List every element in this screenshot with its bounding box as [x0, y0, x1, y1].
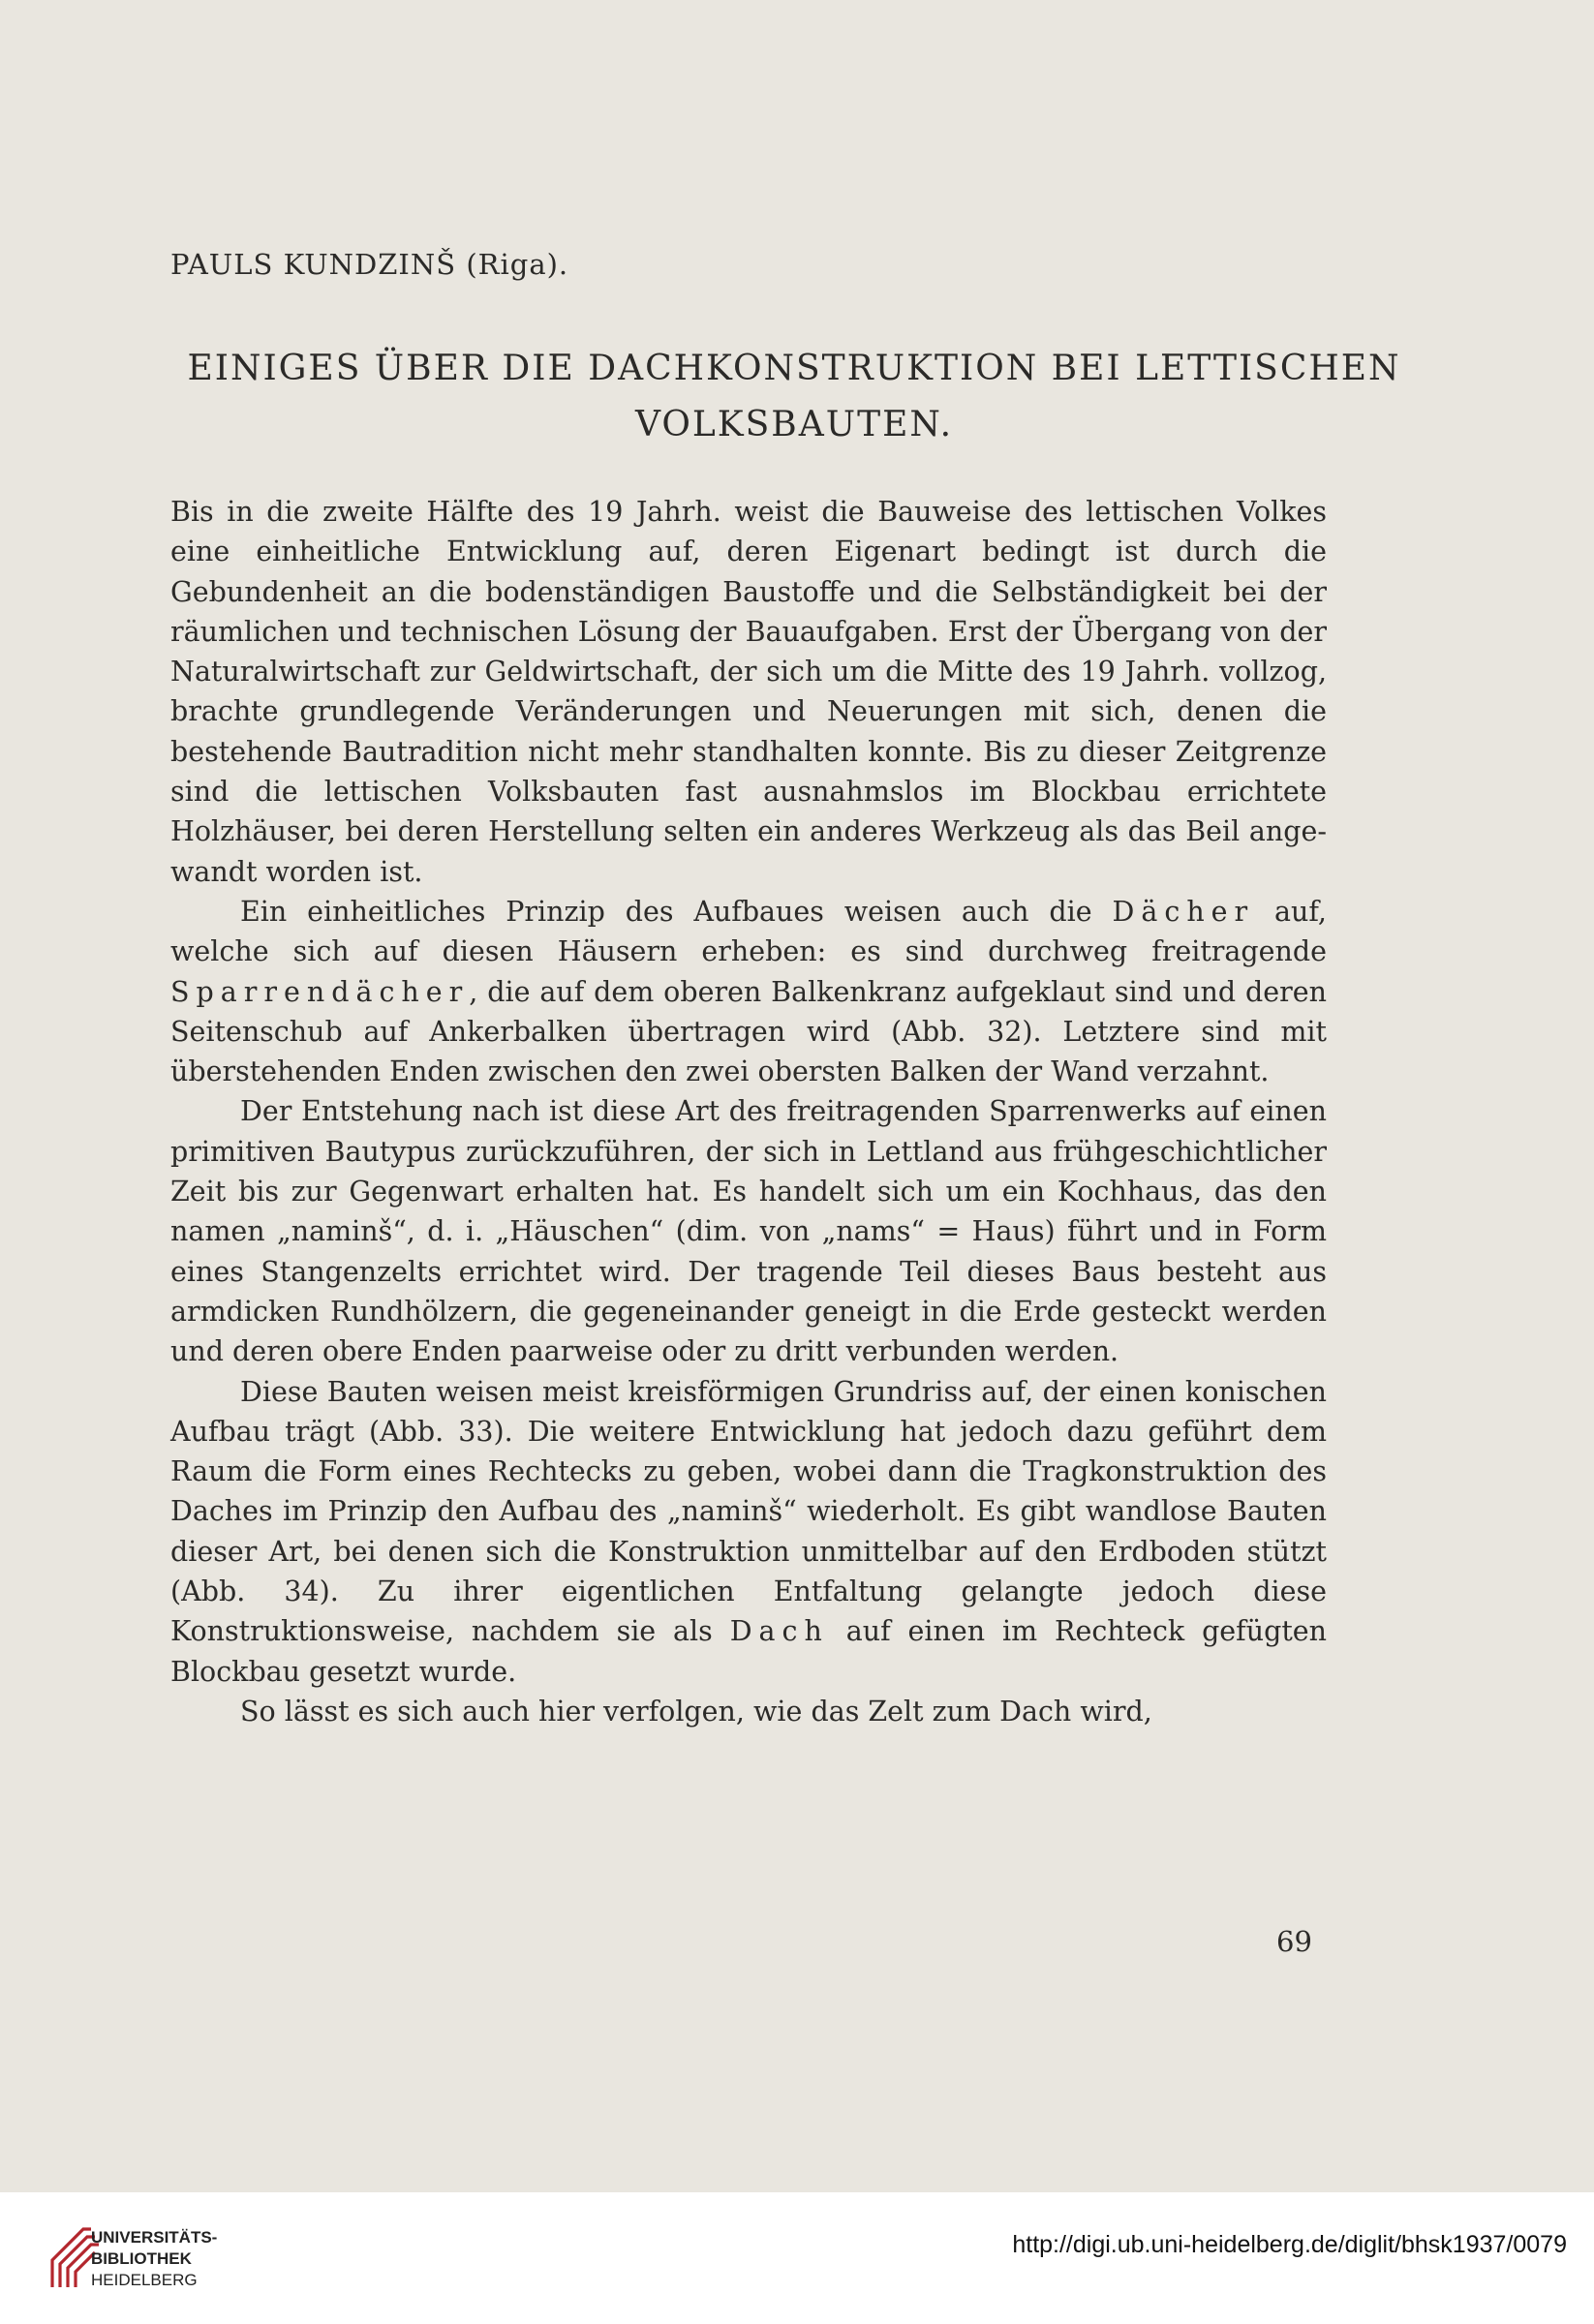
digitization-footer — [0, 2192, 1594, 2324]
paragraph-text: So lässt es sich auch hier verfolgen, wie das Zelt zum Dach wird, — [240, 1695, 1152, 1728]
library-line-1: UNIVERSITÄTS- — [91, 2228, 218, 2247]
library-line-2: BIBLIOTHEK — [91, 2249, 192, 2268]
paragraph-5 — [170, 1692, 1327, 1731]
library-line-3: HEIDELBERG — [91, 2271, 198, 2289]
title-line-1: EINIGES ÜBER DIE DACHKONSTRUKTION BEI LETTISCHEN — [187, 349, 1401, 388]
paragraph-4 — [170, 1372, 1327, 1692]
article-title — [136, 341, 1453, 453]
paragraph-1 — [170, 492, 1327, 892]
paragraph-text: , die auf dem oberen Balkenkranz aufgeklaut sind und deren Seitenschub auf Ankerbalken übertragen wird (Abb. 32). Letztere sind mit überstehenden Enden zwischen den zwei obersten Balken der Wand verzahnt. — [170, 975, 1327, 1088]
emphasis-term: Dach — [729, 1615, 829, 1648]
article-author: PAULS KUNDZINŠ (Riga). — [170, 248, 569, 281]
paragraph-text: Der Entstehung nach ist diese Art des freitragenden Sparrenwerks auf einen primitiven Bautypus zurückzuführen, der sich in Lettland aus frühgeschichtlicher Zeit bis zur Gegenwart erhalten hat. Es handelt sich um ein Kochhaus, das den namen „naminš“, d. i. „Häuschen“ (dim. von „nams“ = Haus) führt und in Form eines Stangenzelts errichtet wird. Der tragende Teil dieses Baus besteht aus armdicken Rundhölzern, die gegeneinander geneigt in die Erde gesteckt werden und deren obere Enden paarweise oder zu dritt verbunden werden. — [170, 1095, 1327, 1368]
emphasis-term: Dächer — [1112, 895, 1255, 928]
article-body — [170, 492, 1327, 1731]
paragraph-2 — [170, 892, 1327, 1091]
permalink-url[interactable]: http://digi.ub.uni-heidelberg.de/diglit/bhsk1937/0079 — [1012, 2231, 1567, 2258]
paragraph-text: auf einen im Rechteck gefügten Blockbau gesetzt wurde. — [170, 1615, 1327, 1688]
paragraph-text: Diese Bauten weisen meist kreisförmigen Grundriss auf, der einen konischen Aufbau trägt (Abb. 33). Die weitere Entwicklung hat jedoch dazu geführt dem Raum die Form eines Rechtecks zu geben, wobei dann die Tragkonstruktion des Daches im Prinzip den Aufbau des „naminš“ wiederholt. Es gibt wandlose Bauten dieser Art, bei denen sich die Konstruktion unmittelbar auf den Erdboden stützt (Abb. 34). Zu ihrer eigentlichen Entfaltung gelangte jedoch diese Konstruktionsweise, nachdem sie als — [170, 1375, 1327, 1648]
paragraph-text: Bis in die zweite Hälfte des 19 Jahrh. weist die Bauweise des lettischen Volkes eine einheitliche Entwicklung auf, deren Eigenart bedingt ist durch die Gebundenheit an die bodenständigen Baustoffe und die Selbständigkeit bei der räumlichen und technischen Lösung der Bauaufgaben. Erst der Übergang von der Naturalwirtschaft zur Geldwirtschaft, der sich um die Mitte des 19 Jahrh. vollzog, brachte grundlegende Veränderungen und Neuerungen mit sich, denen die bestehende Bautradition nicht mehr standhalten konnte. Bis zu dieser Zeitgrenze sind die lettischen Volksbauten fast ausnahmslos im Blockbau errichtete Holzhäuser, bei deren Herstellung selten ein anderes Werkzeug als das Beil angewandt worden ist. — [170, 496, 1327, 888]
paragraph-text: auf, welche sich auf diesen Häusern erheben: es sind durchweg freitragende — [170, 895, 1327, 968]
emphasis-term: Sparrendächer — [170, 975, 470, 1008]
paragraph-3 — [170, 1091, 1327, 1371]
library-name — [91, 2227, 217, 2291]
paragraph-text: Ein einheitliches Prinzip des Aufbaues weisen auch die — [240, 895, 1113, 928]
title-line-2: VOLKSBAUTEN. — [634, 405, 954, 444]
page-number: 69 — [1276, 1925, 1312, 1958]
